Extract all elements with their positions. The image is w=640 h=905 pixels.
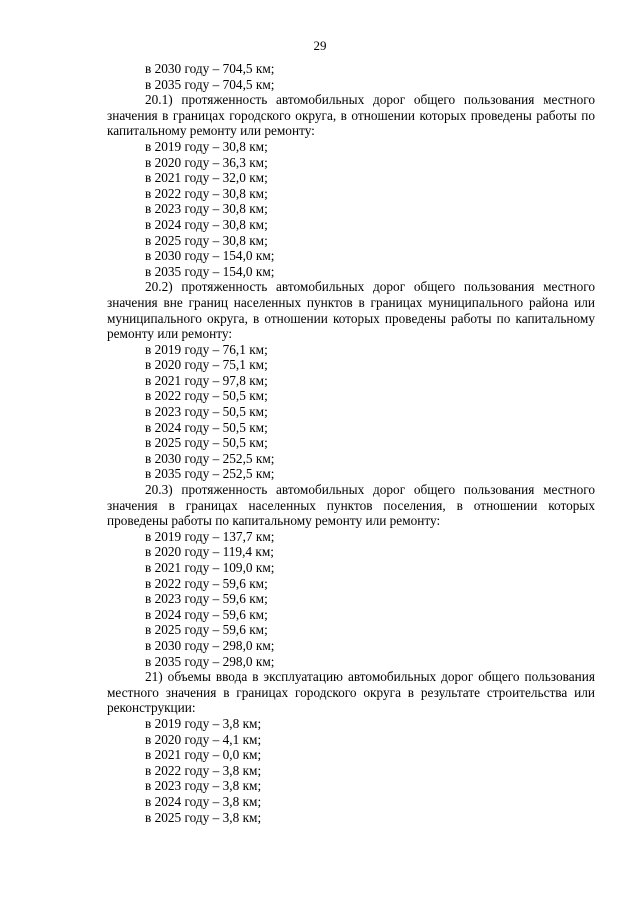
list-item: в 2030 году – 704,5 км; (145, 61, 275, 76)
list-item: в 2025 году – 3,8 км; (145, 809, 262, 825)
section-heading: 21) объемы ввода в эксплуатацию автомобильных дорог общего пользования местного значения в границах городского округа в результате строительства или реконструкции: (107, 669, 595, 716)
list-item: в 2024 году – 30,8 км; (145, 216, 268, 232)
list-item: в 2021 году – 32,0 км; (145, 170, 268, 186)
list-item: в 2035 году – 154,0 км; (145, 263, 275, 279)
list-item: в 2035 году – 298,0 км; (145, 653, 275, 669)
list-item: в 2022 году – 3,8 км; (145, 762, 262, 778)
section-heading: 20.2) протяженность автомобильных дорог общего пользования местного значения вне границ населенных пунктов в границах муниципального района или муниципального округа, в отношении которых проведены работы по капитальному ремонту или ремонту: (107, 279, 595, 342)
list-item: в 2019 году – 137,7 км; (145, 528, 275, 544)
list-item: в 2022 году – 59,6 км; (145, 575, 268, 591)
list-item: в 2020 году – 4,1 км; (145, 731, 262, 747)
list-item: в 2020 году – 119,4 км; (145, 544, 274, 560)
section-heading: 20.3) протяженность автомобильных дорог общего пользования местного значения в границах населенных пунктов поселения, в отношении которых проведены работы по капитальному ремонту или ремонту: (107, 482, 595, 529)
list-item: в 2023 году – 3,8 км; (145, 778, 262, 794)
list-item: в 2023 году – 30,8 км; (145, 201, 268, 217)
list-item: в 2030 году – 298,0 км; (145, 637, 275, 653)
list-item: в 2019 году – 76,1 км; (145, 341, 268, 357)
section-heading: 20.1) протяженность автомобильных дорог общего пользования местного значения в границах городского округа, в отношении которых проведены работы по капитальному ремонту или ремонту: (107, 92, 595, 139)
list-item: в 2023 году – 50,5 км; (145, 404, 268, 420)
list-item: в 2020 году – 36,3 км; (145, 154, 268, 170)
list-item: в 2022 году – 50,5 км; (145, 388, 268, 404)
list-item: в 2019 году – 3,8 км; (145, 715, 262, 731)
list-item: в 2023 году – 59,6 км; (145, 591, 268, 607)
list-item: в 2035 году – 704,5 км; (145, 76, 275, 92)
list-item: в 2030 году – 154,0 км; (145, 248, 275, 264)
list-item: в 2021 году – 97,8 км; (145, 372, 268, 388)
list-item: в 2021 году – 109,0 км; (145, 560, 275, 575)
list-item: в 2022 году – 30,8 км; (145, 185, 268, 201)
list-item: в 2025 году – 30,8 км; (145, 232, 268, 248)
list-item: в 2030 году – 252,5 км; (145, 450, 275, 466)
list-item: в 2021 году – 0,0 км; (145, 747, 262, 763)
list-item: в 2025 году – 50,5 км; (145, 435, 268, 451)
list-item: в 2019 году – 30,8 км; (145, 138, 268, 154)
page-number: 29 (313, 38, 327, 53)
list-item: в 2020 году – 75,1 км; (145, 357, 268, 373)
list-item: в 2024 году – 59,6 км; (145, 606, 268, 622)
list-item: в 2035 году – 252,5 км; (145, 466, 275, 482)
list-item: в 2025 году – 59,6 км; (145, 622, 268, 638)
list-item: в 2024 году – 3,8 км; (145, 793, 262, 809)
document-body (107, 61, 595, 825)
list-item: в 2024 году – 50,5 км; (145, 419, 268, 435)
